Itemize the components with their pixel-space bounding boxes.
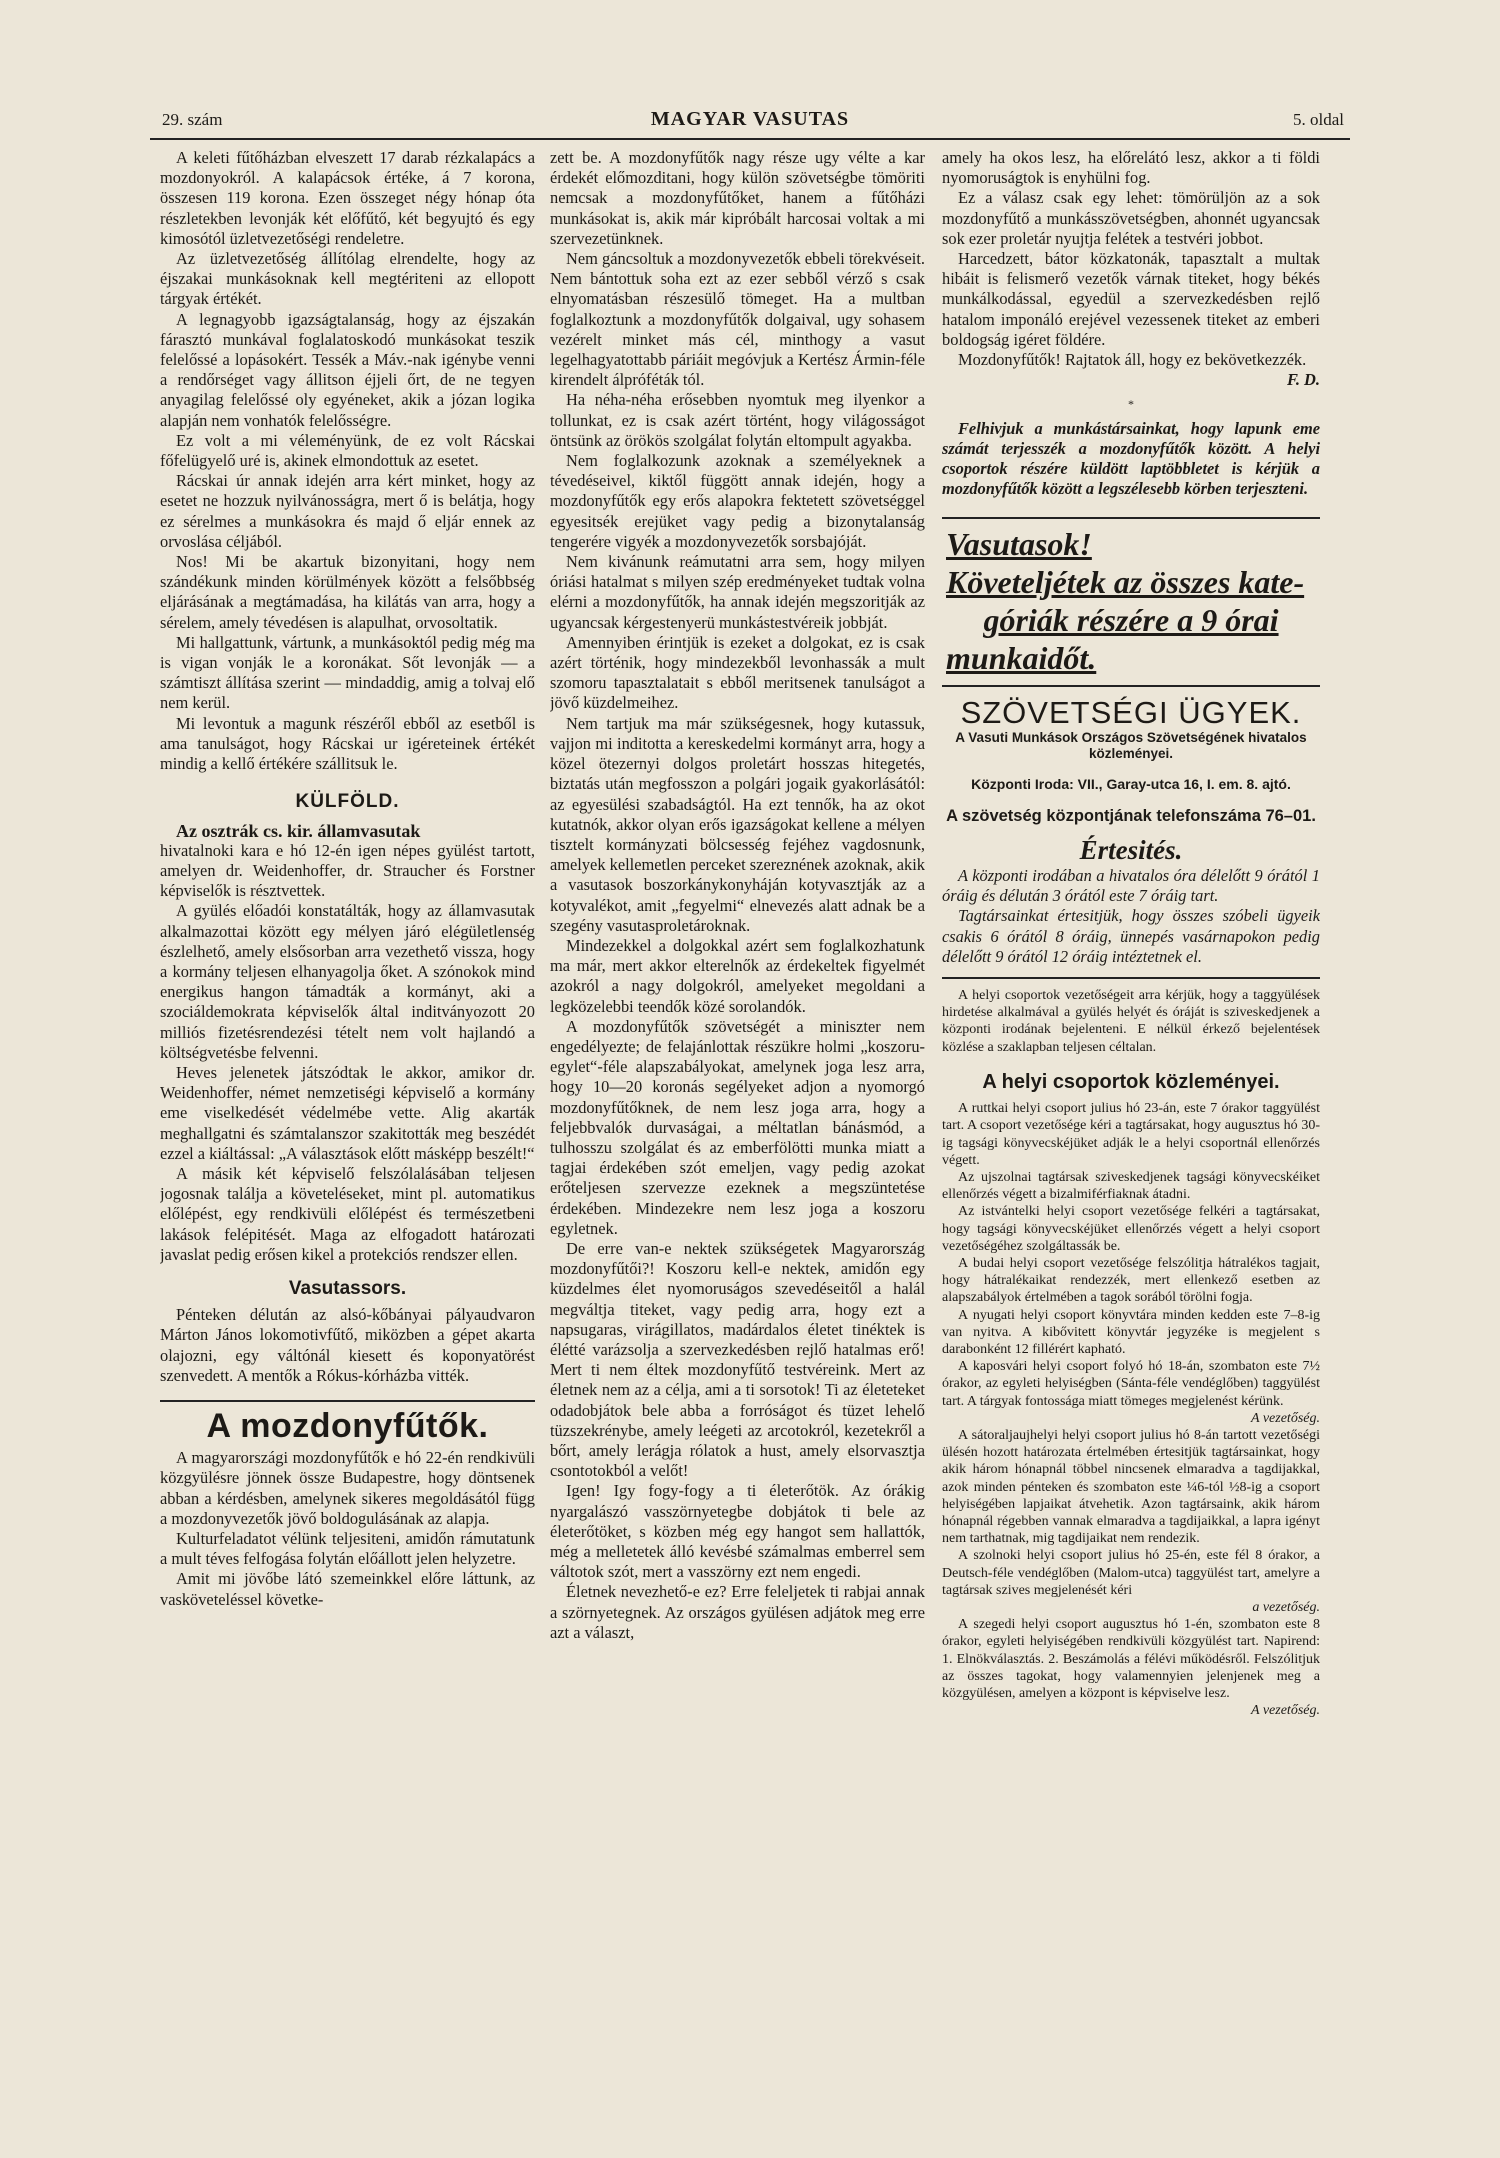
paragraph: Harcedzett, bátor közkatonák, tapasztalt a multak hibáit is felismerő vezetők várnak titeket, hogy békés munkálkodással, egyedül a szervezkedésben rejlő hatalom imponáló erejével vezessenek titeket az emberi boldogság igéret földére. [942,249,1320,349]
paragraph: A magyarországi mozdonyfűtők e hó 22-én rendkivüli közgyülésre jönnek össze Budapestre, hogy döntsenek abban a kérdésben, amelynek sikeres megoldásától függ a mozdonyvezetők jövő boldogulásának az alapja. [160,1448,535,1528]
notice: A nyugati helyi csoport könyvtára minden kedden este 7–8-ig van nyitva. A kibővitett könyvtár jegyzéke is megjelent s darabonként 12 fillérért kapható. [942,1307,1320,1357]
paragraph: A legnagyobb igazságtalanság, hogy az éjszakán fárasztó munkával foglalatoskodó munkásokat teszik felelőssé a lopásokért. Tessék a Máv.-nak igénybe venni a rendőrséget vagy állitson éjjeli őrt, de ne tegyen anyagilag felelőssé oly egyéneket, akik a józan logika alapján nem vonhatók felelősségre. [160,309,535,430]
notice-signature: A vezetőség. [1251,1410,1320,1426]
paragraph: Életnek nevezhető-e ez? Erre feleljetek ti rabjai annak a szörnyetegnek. Az országos gyülésen adjátok meg erre azt a választ, [550,1582,925,1642]
divider [160,1400,535,1402]
paragraph: Mindezekkel a dolgokkal azért sem foglalkozhatunk ma már, mert akkor elterelnők az érdekeltek figyelmét azokról a nagy dolgokról, amelyeket megoldani a legközelebbi teendők közé sorolandók. [550,935,925,1016]
notice: A szegedi helyi csoport augusztus hó 1-én, szombaton este 8 órakor, egyleti helyiségében rendkivüli közgyülést tart. Napirend: 1. Elnökválasztás. 2. Beszámolás a félévi működésről. Felszólitjuk az összes tagokat, hogy valamennyien jelenjenek meg a közgyülésen, amelyen a központ is képviselve lesz. [942,1617,1320,1701]
paragraph: A központi irodában a hivatalos óra délelőtt 9 órától 1 óráig és délután 3 órától este 7 óráig tart. [942,866,1320,906]
notice: Az istvántelki helyi csoport vezetősége felkéri a tagtársakat, hogy tagsági könyvecskéjüket ellenőrzés végett a helyi csoport vezetőségéhez szolgáltassák be. [942,1204,1320,1254]
paragraph: Kulturfeladatot vélünk teljesiteni, amidőn rámutatunk a mult téves felfogása folytán előállott jelen helyzetre. [160,1529,535,1569]
section-heading-kulfold: KÜLFÖLD. [295,791,400,813]
section-subheading: A Vasuti Munkások Országos Szövetségének hivatalos közleményei. [955,729,1307,761]
notice: A sátoraljaujhelyi helyi csoport julius hó 8-án tartott vezetőségi ülésén hozott határozata értelmében értesitjük tagtársainkat, hogy akik három hónapnál többel nincsenek elmaradva a tagdijakkal, azok minden pénteken és szombaton este ¼6-tól ½8-ig a csoport helyiségében lapjaikat átvehetik. Azon tagtársaink, akik három hónapnál régebben vannak elmaradva a tagdijaikkal, a lapra igényt nem tarthatnak, mig tagdijaikat nem rendezik. [942,1427,1320,1547]
paragraph: A helyi csoportok vezetőségeit arra kérjük, hogy a taggyülések hirdetése alkalmával a gyülés helyét és óráját is sziveskedjenek a központi irodának bejelenteni. E nélkül érkező bejelentések közlése a szaklapban teljesen céltalan. [942,988,1320,1055]
paragraph: Nem kivánunk reámutatni arra sem, hogy milyen óriási hatalmat s milyen szép eredményeket tudtak volna elérni a mozdonyfűtők, ha annak idején megszoritják az ugyancsak kérgestenyerü munkástestvéreik jobbját. [550,552,925,632]
notice: A ruttkai helyi csoport julius hó 23-án, este 7 órakor taggyülést tart. A csoport vezetősége kéri a tagtársakat, hogy augusztus hó 30-ig tagsági könyvecskéjüket adják le a helyi csoportnál ellenőrzés végett. [942,1101,1320,1168]
paragraph: Tagtársainkat értesitjük, hogy összes szóbeli ügyeik csakis 6 órától 8 óráig, ünnepés vasárnapokon pedig délelőtt 9 órától 12 óráig intéztetnek el. [942,906,1320,966]
paragraph: Pénteken délután az alsó-kőbányai pályaudvaron Márton János lokomotivfűtő, miközben a gépet akarta olajozni, egy váltónál kiesett és koponyatörést szenvedett. A mentők a Rókus-kórházba vitték. [160,1305,535,1385]
paragraph: Az üzletvezetőség állítólag elrendelte, hogy az éjszakai munkásoknak kell megtériteni az ellopott tárgyak értékét. [160,249,535,309]
separator-star: * [1128,397,1134,412]
demand-line-4: munkaidőt. [946,640,1097,677]
paragraph: amely ha okos lesz, ha előrelátó lesz, akkor a ti földi nyomoruságtok is enyhülni fog. [942,148,1320,188]
paragraph: Rácskai úr annak idején arra kért minket, hogy az esetet ne hozzuk nyilvánosságra, mert ő is belátja, hogy ez sérelmes a munkásokra és majd ő eljár ennek az orvoslása céljából. [160,471,535,551]
section-heading-szovetsegi-ugyek: SZÖVETSÉGI ÜGYEK. [960,695,1302,731]
section-heading-ertesites: Értesités. [1079,834,1183,865]
notice-signature: a vezetőség. [1252,1599,1320,1615]
section-heading-helyi-csoportok: A helyi csoportok közleményei. [982,1070,1280,1093]
phone-number: A szövetség központjának telefonszáma 76–01. [946,806,1316,825]
section-heading-mozdonyfutok: A mozdonyfűtők. [206,1406,489,1445]
paragraph: hivatalnoki kara e hó 12-én igen népes gyülést tartott, amelyen dr. Weidenhoffer, dr. Straucher és Forstner képviselők is résztvettek. [160,840,535,901]
issue-number: 29. szám [162,110,223,129]
page-header [150,108,1350,140]
notice: A budai helyi csoport vezetősége felszólitja hátralékos tagjait, hogy hátralékaikat rendezzék, mert ellenkező esetben az alapszabályok értelmében a tagok sorából törölni fogja. [942,1255,1320,1306]
notice: A szolnoki helyi csoport julius hó 25-én, este fél 8 órakor, a Deutsch-féle vendéglőben (Malom-utca) taggyülést tart, amelyre a tagtársak szives megjelenését kéri [942,1548,1320,1598]
paragraph: Ez a válasz csak egy lehet: tömörüljön az a sok mozdonyfűtő a munkásszövetségben, ahonnét ugyancsak sok ezer proletár nyujtja felétek a testvéri jobbot. [942,188,1320,248]
notice-signature: A vezetőség. [1251,1703,1320,1719]
paragraph: Heves jelenetek játszódtak le akkor, amikor dr. Weidenhoffer, német nemzetiségi képviselő a kormány eme viselkedését védelmébe vette. Alig akarták meghallgatni és számtalanszor szakitották meg beszédét ezzel a kiáltással: „A választások előtt másképp beszélt!“ [160,1062,535,1163]
paragraph: Nem tartjuk ma már szükségesnek, hogy kutassuk, vajjon mi inditotta a kereskedelmi kormányt arra, hogy a közel ötezernyi dolgos proletárt hosszas hitegetés, biztatás után megfosszon a polgári jogaik gyakorlásától: az egyesülési szabadságtól. Ha ezt tennők, ha az okot kutatnók, akkor olyan erős igazságokat kellene a mélyen tisztelt kormányzati bölcsesség fejéhez vagdosnunk, amelyek kellemetlen perceket szereznének azoknak, akik a vasutasok boszorkánykonyháján kotyvasztják az a kotyvalékot, amit „fegyelmi“ elnevezés alatt adnak be a szegény vasutasproletároknak. [550,713,925,935]
article-heading-austria: Az osztrák cs. kir. államvasutak [176,820,421,841]
demand-line-1: Vasutasok! [946,526,1092,563]
demand-line-2: Követeljétek az összes kate- [946,564,1305,601]
paragraph: Mi levontuk a magunk részéről ebből az esetből is ama tanulságot, hogy Rácskai ur igéreteinek értékét mindig a kellő értékére szállitsuk le. [160,713,535,774]
notice: A kaposvári helyi csoport folyó hó 18-án, szombaton este 7½ órakor, az egyleti helyiségben (Sánta-féle vendéglőben) taggyülést tart. A tárgyak fontossága miatt tömeges megjelenést kérünk. [942,1359,1320,1409]
paragraph: A mozdonyfűtők szövetségét a miniszter nem engedélyezte; de felajánlottak részükre holmi „koszoru-egylet“-féle alapszabályokat, amelynek joga lesz arra, hogy 10—20 koronás segélyeket adjon a nyomorgó mozdonyfűtőknek, de nem lesz joga arra, hogy a feljebbvalók durvaságai, a méltatlan bánásmód, a tulhosszu szolgálat és az emberfölötti munka miatt a tagjai érdekében szót emeljen, vagy pedig azokat erőteljesen szervezze ezeknek a megszüntetése érdekében. Mindezekre nem lesz joga a koszoru egyletnek. [550,1016,925,1238]
appeal-text: Felhivjuk a munkástársainkat, hogy lapunk eme számát terjesszék a mozdonyfűtők között. A helyi csoportok részére küldött laptöbbletet is kérjük a mozdonyfűtők között a legszélesebb körben terjeszteni. [942,418,1320,499]
paragraph: Ha néha-néha erősebben nyomtuk meg ilyenkor a tollunkat, ez is csak azért történt, hogy világosságot öntsünk az örökös szolgálat folytán eltompult agyakba. [550,390,925,450]
demand-box [942,517,1320,687]
divider [942,977,1320,979]
paragraph: Nem foglalkozunk azoknak a személyeknek a tévedéseivel, kiktől függött annak idején, hogy a mozdonyfűtők egy erős alapokra fektetett szövetséggel egyesitsék erejüket vagy pedig a bizonytalanság tengerére vigyék a mozdonyvezetők sorsbajóját. [550,451,925,551]
paragraph: Nos! Mi be akartuk bizonyitani, hogy nem szándékunk minden körülmények között a felsőbbség eljárásának a megtámadása, ha kilátás van arra, hogy a sérelem, amely tévedésen is alapulhat, orvosoltatik. [160,552,535,632]
paragraph: Nem gáncsoltuk a mozdonyvezetők ebbeli törekvéseit. Nem bántottuk soha ezt az ezer sebből vérző s csak elnyomatásban részesülő tömeget. Ha a multban foglalkoztunk a mozdonyfűtők dolgaival, ugy sohasem vezérelt minket más cél, minthogy a vasut legelhagyatottabb páriáit megóvjuk a Kertész Ármin-féle kirendelt álpróféták tól. [550,249,925,390]
paragraph: Amennyiben érintjük is ezeket a dolgokat, ez is csak azért történik, hogy mindezekből levonhassák a mult szomoru tapasztalatait s ebből meritsenek tanulságot a jövő küzdelmeihez. [550,632,925,713]
column-1 [160,148,535,2138]
page-number: 5. oldal [1293,110,1344,129]
paragraph: zett be. A mozdonyfűtők nagy része ugy vélte a kar érdekét előmozditani, hogy külön szövetségbe tömöriti nemcsak a mozdonyfűtőket, hanem a fűtőházi munkásokat is, akik már kipróbált harcosai voltak a mi szervezetünknek. [550,148,925,248]
newspaper-title: MAGYAR VASUTAS [650,108,850,130]
paragraph: De erre van-e nektek szükségetek Magyarország mozdonyfűtői?! Koszoru kell-e nektek, amidőn egy küzdelmes élet nyomoruságos szevedéseitől a halál megváltja titeket, vagy pedig arra, hogy ezt a napsugaras, virágillatos, madárdalos életet tinéktek is élétté varázsolja a szervezkedésben rejlő hatalmas erő! Mert ti nem éltek mozdonyfűtő testvéreink. Mert az életnek nem az a célja, ami a ti sorsotok! Ti az életeteket odadobjátok bele abba a forróságot és tüzet lehelő tüzszekrénybe, amely leégeti az arcotokról, kezetekről a bőrt, amely lerágja rólatok a hust, amely elsorvasztja csontotokból a velőt! [550,1238,925,1481]
signature: F. D. [1287,370,1320,390]
office-address: Központi Iroda: VII., Garay-utca 16, I. em. 8. ajtó. [971,775,1291,792]
paragraph: A gyülés előadói konstatálták, hogy az államvasutak alkalmazottai között egy mélyen járó elégületlenség észlelhető, amely elsősorban arra vezethető vissza, hogy a kormány teljesen elhanyagolja őket. A szónokok mind energikus hangon támadták a kormányt, aki a szociáldemokrata képviselők által inditványozott 20 milliós fizetésrendezési tételt nem volt hajlandó a költségvetésbe felvenni. [160,901,535,1062]
notice: Az ujszolnai tagtársak sziveskedjenek tagsági könyvecskéiket ellenőrzés végett a bizalmiférfiaknak átadni. [942,1169,1320,1203]
column-2 [550,148,925,2138]
paragraph: Ez volt a mi véleményünk, de ez volt Rácskai főfelügyelő uré is, akinek elmondottuk az esetet. [160,430,535,471]
paragraph: A másik két képviselő felszólalásában teljesen jogosnak találja a követeléseket, mint pl. automatikus előlépést, egy rendkivüli előlépést és természetbeni lakások felépitését. Maga az elfogadott határozati javaslat pedig erősen kikel a protekciós rendszer ellen. [160,1163,535,1264]
demand-line-3: góriák részére a 9 órai [983,602,1279,639]
column-3 [942,148,1320,2138]
paragraph: Mi hallgattunk, vártunk, a munkásoktól pedig még ma is vigan vonják le a koronákat. Sőt levonják — a számtiszt állítása szerint — mindaddig, amig a tolvaj elő nem kerül. [160,632,535,713]
paragraph: Amit mi jövőbe látó szemeinkkel előre láttunk, az vasköveteléssel követke- [160,1569,535,1609]
paragraph: Mozdonyfűtők! Rajtatok áll, hogy ez bekövetkezzék. [958,350,1307,370]
paragraph: A keleti fűtőházban elveszett 17 darab rézkalapács a mozdonyokról. A kalapácsok értéke, á 7 korona, összesen 119 korona. Ezen összeget négy hónap óta részletekben levonják két előfűtő, két begyujtó és egy kimosótól üzletvezetőségi rendeletre. [160,148,535,248]
section-heading-vasutassors: Vasutassors. [288,1277,407,1299]
paragraph: Igen! Igy fogy-fogy a ti életerőtök. Az órákig nyargalászó vasszörnyetegbe dobjátok ti bele az életerőtöket, s közben még egy hangot sem hallattók, még a melletetek álló kevésbé számalmas emberrel sem váltotok szót, mert a vasszörny ezt nem engedi. [550,1481,925,1582]
